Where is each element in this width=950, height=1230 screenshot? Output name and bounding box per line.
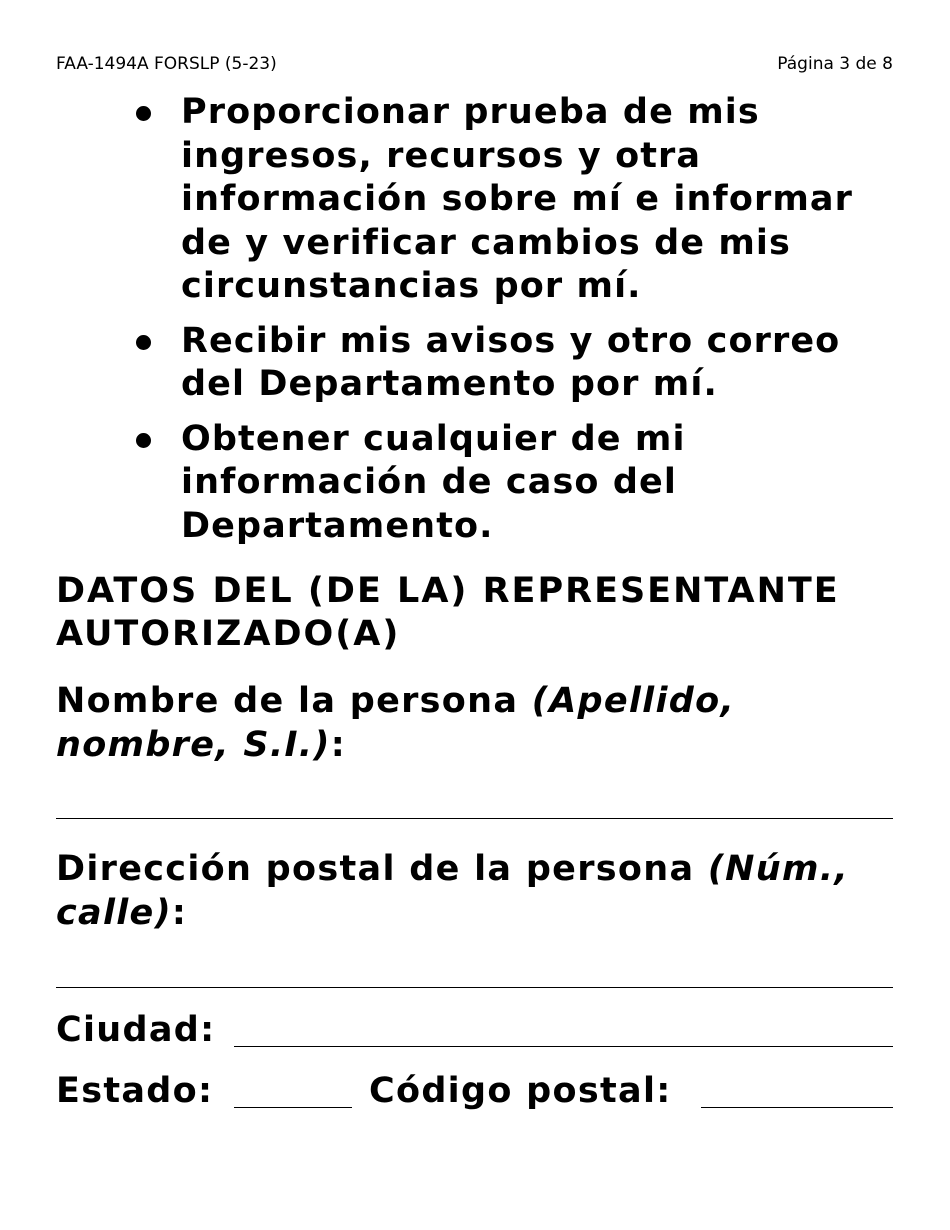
zip-field-label: Código postal: (369, 1071, 672, 1111)
bullet-dot-icon (136, 106, 151, 121)
state-field-label: Estado: (56, 1071, 214, 1111)
form-id: FAA-1494A FORSLP (5-23) (56, 54, 277, 74)
name-label-text: Nombre de la persona (56, 681, 532, 721)
address-label-hint: (Núm., calle) (56, 849, 849, 933)
list-item-text: Obtener cualquier de mi información de caso del Departamento. (181, 418, 686, 546)
page-number: Página 3 de 8 (777, 54, 893, 74)
bullet-dot-icon (136, 433, 151, 448)
list-item (132, 320, 902, 407)
name-field[interactable] (56, 818, 893, 819)
city-field[interactable] (234, 1046, 893, 1047)
address-field-label (56, 848, 906, 935)
authorization-bullet-list (132, 91, 902, 559)
list-item (132, 418, 902, 549)
list-item-text: Recibir mis avisos y otro correo del Departamento por mí. (181, 320, 841, 404)
name-label-suffix: : (330, 724, 346, 765)
name-label-hint: (Apellido, nombre, S.I.) (56, 681, 736, 765)
city-field-label: Ciudad: (56, 1010, 216, 1050)
bullet-dot-icon (136, 335, 151, 350)
list-item-text: Proporcionar prueba de mis ingresos, recursos y otra información sobre mí e informar de y verificar cambios de mis circunstancias por mí. (181, 92, 854, 306)
state-field[interactable] (234, 1107, 352, 1108)
name-field-label (56, 680, 906, 767)
address-label-text: Dirección postal de la persona (56, 849, 708, 889)
zip-field[interactable] (701, 1107, 893, 1108)
address-label-suffix: : (171, 892, 188, 933)
section-title: DATOS DEL (DE LA) REPRESENTANTE AUTORIZADO(A) (56, 571, 840, 654)
address-field[interactable] (56, 987, 893, 988)
list-item (132, 91, 902, 309)
